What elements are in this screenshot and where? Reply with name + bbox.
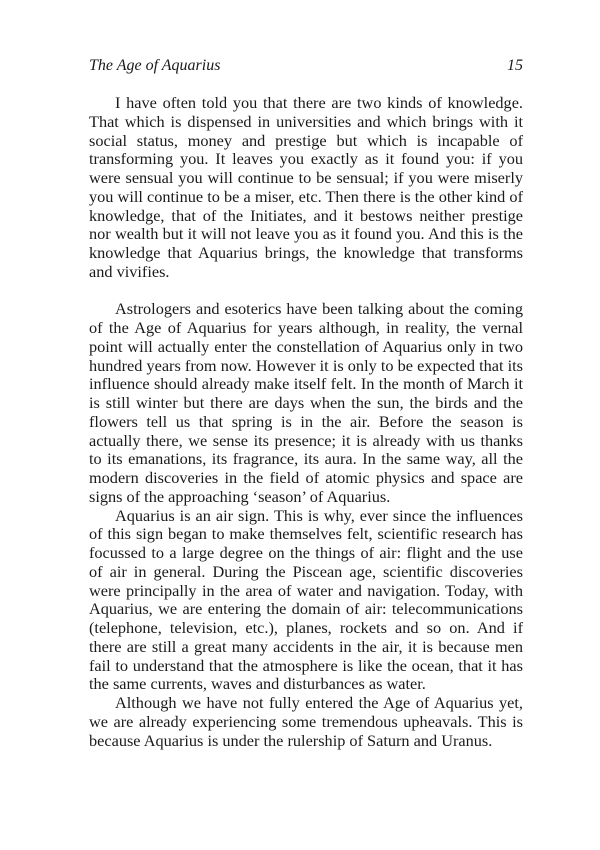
paragraph-3: Aquarius is an air sign. This is why, ever since the influences of this sign began to make themselves felt, scientific research has focussed to a large degree on the things of air: flight and the use of air in general. During the Piscean age, scientific discoveries were principally in the area of water and navigation. Today, with Aquarius, we are entering the domain of air: telecommunications (telephone, television, etc.), planes, rockets and so on. And if there are still a great many accidents in the air, it is because men fail to understand that the atmosphere is like the ocean, that it has the same currents, waves and disturbances as water. — [89, 505, 523, 694]
body-text — [89, 94, 523, 750]
paragraph-4: Although we have not fully entered the Age of Aquarius yet, we are already experiencing some tremendous upheavals. This is because Aquarius is under the rulership of Saturn and Uranus. — [89, 693, 523, 750]
paragraph-2: Astrologers and esoterics have been talking about the coming of the Age of Aquarius for years although, in reality, the vernal point will actually enter the constellation of Aquarius only in two hundred years from now. However it is only to be expected that its influence should already make itself felt. In the month of March it is still winter but there are days when the sun, the birds and the flowers tell us that spring is in the air. Before the season is actually there, we sense its presence; it is already with us thanks to its emanations, its fragrance, its aura. In the same way, all the modern discoveries in the field of atomic physics and space are signs of the approaching ‘season’ of Aquarius. — [89, 299, 523, 506]
book-page — [89, 56, 523, 750]
running-header — [89, 56, 523, 76]
page-number: 15 — [507, 57, 523, 74]
running-header-title: The Age of Aquarius — [89, 57, 221, 74]
paragraph-1: I have often told you that there are two kinds of knowledge. That which is dispensed in universities and which brings with it social status, money and prestige but which is incapable of transforming you. It leaves you exactly as it found you: if you were sensual you will continue to be sensual; if you were miserly you will continue to be a miser, etc. Then there is the other kind of knowledge, that of the Initiates, and it bestows neither prestige nor wealth but it will not leave you as it found you. And this is the knowledge that Aquarius brings, the knowledge that transforms and vivifies. — [89, 93, 523, 281]
